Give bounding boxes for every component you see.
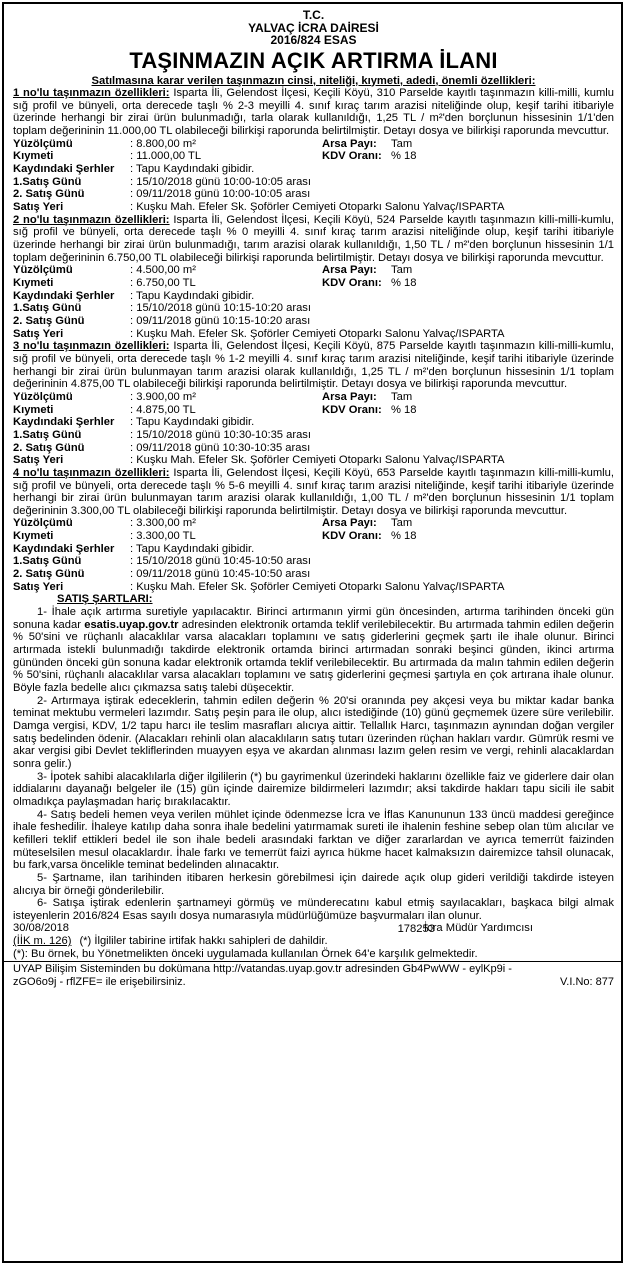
area-row xyxy=(13,517,614,530)
property-block xyxy=(13,467,614,594)
sale-day-2-value: : 09/11/2018 günü 10:30-10:35 arası xyxy=(130,441,311,454)
value-label: Kıymeti xyxy=(13,150,54,163)
sale-place-row xyxy=(13,581,614,594)
area-row xyxy=(13,391,614,404)
sale-day-2-row xyxy=(13,188,614,201)
sale-place-label: Satış Yeri xyxy=(13,454,64,467)
property-text: Isparta İli, Gelendost İlçesi, Keçili Köyü, 875 Parselde kayıtlı taşınmazın killi-milli-kumlu, sığ profil ve bünyeli, orta derecede taşlı % 1-2 meyilli 4. sınıf kıraç tarım arazisi niteliğinde, keşif tarihi itibariyle üzerinde herhangi bir zirai ürün bulunmayan tarım arazisi olarak kullanıldığı, 1,25 TL / m²'den borçlunun hissesinin 1/1 toplam değerininin 4.875,00 TL olabileceği bilirkişi raporunda belirtilmiştir. Detayı dosya ve bilirkişi raporunda mevcuttur. xyxy=(13,340,614,391)
header-office: YALVAÇ İCRA DAİRESİ xyxy=(248,20,379,35)
share-value: Tam xyxy=(391,517,413,530)
share-value: Tam xyxy=(391,137,413,150)
sale-place-value: : Kuşku Mah. Efeler Sk. Şoförler Cemiyeti Otoparkı Salonu Yalvaç/ISPARTA xyxy=(130,454,505,467)
notes-label: Kaydındaki Şerhler xyxy=(13,289,115,302)
sale-day-2-row xyxy=(13,315,614,328)
sale-day-2-row xyxy=(13,568,614,581)
sale-day-1-label: 1.Satış Günü xyxy=(13,555,82,568)
subtitle: Satılmasına karar verilen taşınmazın cinsi, niteliği, kıymeti, adedi, önemli özellikleri: xyxy=(91,74,536,87)
sale-day-1-value: : 15/10/2018 günü 10:00-10:05 arası xyxy=(130,175,312,188)
value-label: Kıymeti xyxy=(13,277,54,289)
property-heading: 3 no'lu taşınmazın özellikleri: xyxy=(13,340,170,353)
area-row xyxy=(13,138,614,151)
property-description xyxy=(13,87,614,138)
notice-date: 30/08/2018 xyxy=(13,922,69,935)
footer-line-2: zGO6o9j - rflZFE= ile erişebilirsiniz. xyxy=(13,976,186,989)
property-block xyxy=(13,214,614,341)
property-description xyxy=(13,467,614,518)
area-label: Yüzölçümü xyxy=(13,390,73,403)
kdv-label: KDV Oranı: xyxy=(322,403,382,416)
notes-value: : Tapu Kaydındaki gibidir. xyxy=(130,416,255,429)
property-description xyxy=(13,214,614,265)
sale-day-1-row xyxy=(13,429,614,442)
page-title: TAŞINMAZIN AÇIK ARTIRMA İLANI xyxy=(129,47,498,73)
sale-day-2-label: 2. Satış Günü xyxy=(13,441,85,454)
law-reference: (İİK m. 126) xyxy=(13,935,72,948)
kdv-value: % 18 xyxy=(391,150,417,163)
date-signature-line xyxy=(13,922,614,935)
notes-row xyxy=(13,290,614,303)
value-amount: : 6.750,00 TL xyxy=(130,277,196,289)
sale-day-2-row xyxy=(13,442,614,455)
kdv-label: KDV Oranı: xyxy=(322,150,382,163)
notes-value: : Tapu Kaydındaki gibidir. xyxy=(130,163,255,176)
value-label: Kıymeti xyxy=(13,530,54,543)
area-value: : 3.900,00 m² xyxy=(130,390,196,403)
signer-number: 178253 xyxy=(397,923,435,936)
terms-paragraph-3: 3- İpotek sahibi alacaklılarla diğer ilgililerin (*) bu gayrimenkul üzerindeki haklarını özellikle faiz ve giderlere dair olan iddialarını dayanağı belgeler ile (15) gün içinde dairemize bildirmeleri lazımdır; aksi takdirde hakları tapu sicili ile sabit olmadıkça paylaşmadan hariç bırakılacaktır. xyxy=(13,770,614,808)
terms-heading: SATIŞ ŞARTLARI: xyxy=(57,593,153,606)
notes-label: Kaydındaki Şerhler xyxy=(13,542,115,555)
property-heading: 2 no'lu taşınmazın özellikleri: xyxy=(13,213,170,226)
share-value: Tam xyxy=(391,390,413,403)
notes-row xyxy=(13,163,614,176)
sale-day-1-label: 1.Satış Günü xyxy=(13,175,82,188)
share-label: Arsa Payı: xyxy=(322,517,377,530)
sale-day-2-value: : 09/11/2018 günü 10:00-10:05 arası xyxy=(130,188,311,201)
terms-paragraph-1 xyxy=(13,606,614,695)
form-note: (*): Bu örnek, bu Yönetmelikten önceki uygulamada kullanılan Örnek 64'e karşılık gelmektedir. xyxy=(13,947,478,960)
area-label: Yüzölçümü xyxy=(13,137,73,150)
share-value: Tam xyxy=(391,264,413,277)
uyap-footer xyxy=(13,963,614,988)
sale-place-row xyxy=(13,454,614,467)
property-list xyxy=(13,87,614,593)
sale-place-label: Satış Yeri xyxy=(13,580,64,593)
value-row xyxy=(13,150,614,163)
property-text: Isparta İli, Gelendost İlçesi, Keçili Köyü, 524 Parselde kayıtlı taşınmazın killi-milli-kumlu, sığ profil ve bünyeli, orta derecede taşlı % 0 meyilli 4. sınıf kıraç tarım arazisi niteliğinde olup, keşif tarihi itibariyle üzerinde herhangi bir zirai ürün bulunmadığı, tarım arazisi olarak kullanıldığı, 1,50 TL / m²'den borçlunun hissesinin 1/1 toplam değerininin 6.750,00 TL olabileceği bilirkişi raporunda belirtilmiştir. Detayı dosya ve bilirkişi raporunda mevcuttur. xyxy=(13,213,614,264)
notes-row xyxy=(13,416,614,429)
property-block xyxy=(13,87,614,214)
property-description xyxy=(13,340,614,391)
footer-line-1: UYAP Bilişim Sisteminden bu dokümana http://vatandas.uyap.gov.tr adresinden Gb4PwWW - eylKp9i - xyxy=(13,963,512,976)
sale-day-2-label: 2. Satış Günü xyxy=(13,568,85,581)
area-value: : 4.500,00 m² xyxy=(130,264,196,277)
sale-place-value: : Kuşku Mah. Efeler Sk. Şoförler Cemiyeti Otoparkı Salonu Yalvaç/ISPARTA xyxy=(130,580,505,593)
kdv-value: % 18 xyxy=(391,403,417,416)
footer-code: V.I.No: 877 xyxy=(559,976,614,989)
reference-note: (*) İlgililer tabirine irtifak hakkı sahipleri de dahildir. xyxy=(79,935,328,948)
property-heading: 4 no'lu taşınmazın özellikleri: xyxy=(13,466,170,479)
terms-paragraph-6: 6- Satışa iştirak edenlerin şartnameyi görmüş ve münderecatını kabul etmiş sayılacakları, başkaca bilgi almak isteyenlerin 2016/824 Esas sayılı dosya numarasıyla müdürlüğümüze başvurmaları ilan olunur. xyxy=(13,897,614,922)
kdv-value: % 18 xyxy=(391,530,417,543)
sale-day-2-value: : 09/11/2018 günü 10:15-10:20 arası xyxy=(130,314,311,327)
sale-day-2-value: : 09/11/2018 günü 10:45-10:50 arası xyxy=(130,568,311,581)
property-text: Isparta İli, Gelendost İlçesi, Keçili Köyü, 310 Parselde kayıtlı taşınmazın killi-milli, kumlu sığ profil ve bünyeli, orta derecede taşlı % 2-3 meyilli 4. sınıf kıraç tarım arazisi niteliğinde olup, keşif tarihi itibariyle üzerinde herhangi bir zirai ürün bulunmadığı, tarla olarak kullanıldığı, 1,25 TL / m²'den borçlunun hissesinin 1/1'den toplam değerininin 11.000,00 TL olabileceği bilirkişi raporunda belirtilmiştir. Detayı dosya ve bilirkişi raporunda mevcuttur. xyxy=(13,87,614,138)
share-label: Arsa Payı: xyxy=(322,390,377,403)
area-label: Yüzölçümü xyxy=(13,517,73,530)
area-label: Yüzölçümü xyxy=(13,264,73,277)
notes-row xyxy=(13,543,614,556)
sale-day-1-row xyxy=(13,555,614,568)
terms-paragraph-4: 4- Satış bedeli hemen veya verilen mühlet içinde ödenmezse İcra ve İflas Kanununun 133 üncü maddesi gereğince ihale feshedilir. İhaleye katılıp daha sonra ihale bedelini yatırmamak sureti ile ihalenin feshine sebep olan tüm alıcılar ve kefilleri teklif ettikleri bedel ile son ihale bedeli arasındaki farktan ve diğer zararlardan ve ayrıca temerrüt faizinden müteselsilen mesul olacaklardır. İhale farkı ve temerrüt faizi ayrıca hükme hacet kalmaksızın dairemizce tahsil olunacak, bu fark,varsa öncelikle teminat bedelinden alınacaktır. xyxy=(13,808,614,872)
value-amount: : 3.300,00 TL xyxy=(130,530,196,543)
sale-place-label: Satış Yeri xyxy=(13,201,64,214)
kdv-label: KDV Oranı: xyxy=(322,277,382,289)
kdv-value: % 18 xyxy=(391,277,417,289)
kdv-label: KDV Oranı: xyxy=(322,530,382,543)
notes-label: Kaydındaki Şerhler xyxy=(13,416,115,429)
signer-title: İcra Müdür Yardımcısı xyxy=(424,922,534,935)
value-row xyxy=(13,530,614,543)
value-amount: : 4.875,00 TL xyxy=(130,403,196,416)
sale-place-label: Satış Yeri xyxy=(13,327,64,340)
notes-value: : Tapu Kaydındaki gibidir. xyxy=(130,542,255,555)
footer-divider xyxy=(4,961,621,962)
property-text: Isparta İli, Gelendost İlçesi, Keçili Köyü, 653 Parselde kayıtlı taşınmazın killi-milli-kumlu, sığ profil ve bünyeli, orta derecede taşlı % 5-6 meyilli 4. sınıf kıraç tarım arazisi niteliğinde, keşif tarihi itibariyle üzerinde herhangi bir zirai ürün bulunmayan tarım arazisi olarak kullanıldığı, 1,00 TL / m²'den borçlunun hissesinin 1/1 toplam değerininin 3.300,00 TL olabileceği bilirkişi raporunda belirtilmiştir. Detayı dosya ve bilirkişi raporunda mevcuttur. xyxy=(13,466,614,517)
sale-day-2-label: 2. Satış Günü xyxy=(13,188,85,201)
sale-day-1-value: : 15/10/2018 günü 10:45-10:50 arası xyxy=(130,555,312,568)
sale-day-1-value: : 15/10/2018 günü 10:15-10:20 arası xyxy=(130,302,312,315)
sale-day-1-label: 1.Satış Günü xyxy=(13,428,82,441)
value-amount: : 11.000,00 TL xyxy=(130,150,202,163)
property-block xyxy=(13,340,614,467)
sale-day-1-row xyxy=(13,302,614,315)
terms-p1-end: adresinden elektronik ortamda teklif verilebilecektir. Bu artırmada tahmin edilen değerin % 50'sini ve rüçhanlı alacaklılar varsa alacakları toplamını ve satış giderlerini geçmek şartı ile ihale olunur. Birinci artırmada istekli bulunmadığı takdirde elektronik ortamda birinci artırmadan sonraki beşinci günden, ikinci artırma gününden önceki gün sonuna kadar elektronik ortamda teklif verilebilecektir. Bu artırmada da malın tahmin edilen değerin % 50'sini, rüçhanlı alacaklılar varsa alacakları toplamını ve satış giderlerini geçmesi şartıyla en çok artırana ihale olunur. Böyle fazla bedelle alıcı çıkmazsa satış talebi düşecektir. xyxy=(13,618,615,694)
sale-day-1-value: : 15/10/2018 günü 10:30-10:35 arası xyxy=(130,428,312,441)
sale-place-row xyxy=(13,328,614,341)
notes-label: Kaydındaki Şerhler xyxy=(13,163,115,176)
share-label: Arsa Payı: xyxy=(322,264,377,277)
value-row xyxy=(13,277,614,290)
share-label: Arsa Payı: xyxy=(322,137,377,150)
notes-value: : Tapu Kaydındaki gibidir. xyxy=(130,289,255,302)
terms-p1-start: 1- İhale açık artırma suretiyle yapılacaktır. Birinci artırmanın yirmi gün öncesinden, artırma tarihinden önceki gün sonuna kadar xyxy=(13,606,614,631)
area-value: : 8.800,00 m² xyxy=(130,137,196,150)
header-case: 2016/824 ESAS xyxy=(270,33,357,47)
area-value: : 3.300,00 m² xyxy=(130,517,196,530)
sale-day-1-label: 1.Satış Günü xyxy=(13,302,82,315)
property-heading: 1 no'lu taşınmazın özellikleri: xyxy=(13,87,170,100)
sale-place-value: : Kuşku Mah. Efeler Sk. Şoförler Cemiyeti Otoparkı Salonu Yalvaç/ISPARTA xyxy=(130,201,505,214)
sale-place-row xyxy=(13,201,614,214)
sale-day-2-label: 2. Satış Günü xyxy=(13,314,85,327)
auction-notice xyxy=(2,2,623,1263)
esatis-link[interactable]: esatis.uyap.gov.tr xyxy=(84,618,179,631)
terms-paragraph-2: 2- Artırmaya iştirak edeceklerin, tahmin edilen değerin % 20'si oranında pey akçesi veya bu miktar kadar banka teminat mektubu vermeleri lazımdır. Satış peşin para ile olup, alıcı istediğinde (10) günü geçmemek üzere süre verilebilir. Damga vergisi, KDV, 1/2 tapu harcı ile teslim masrafları alıcıya aittir. Tellallık Harcı, taşınmazın aynından doğan vergiler satış bedelinden ödenir. (Alacakları rehinli olan alacaklıların satış tutarı üzerinden rüçhan hakları vardır. Gümrük resmi ve akar vergisi gibi Devlet tekliflerinden muayyen eşya ve akardan alınması lazım gelen resim ve vergi, rehinli alacaklardan sonra gelir.) xyxy=(13,694,614,770)
sale-place-value: : Kuşku Mah. Efeler Sk. Şoförler Cemiyeti Otoparkı Salonu Yalvaç/ISPARTA xyxy=(130,327,505,340)
header-tc: T.C. xyxy=(302,8,325,22)
terms-paragraph-5: 5- Şartname, ilan tarihinden itibaren herkesin görebilmesi için dairede açık olup gideri verildiği takdirde isteyen alıcıya bir örneği gönderilebilir. xyxy=(13,871,614,897)
value-label: Kıymeti xyxy=(13,403,54,416)
area-row xyxy=(13,264,614,277)
sale-day-1-row xyxy=(13,176,614,189)
value-row xyxy=(13,404,614,417)
